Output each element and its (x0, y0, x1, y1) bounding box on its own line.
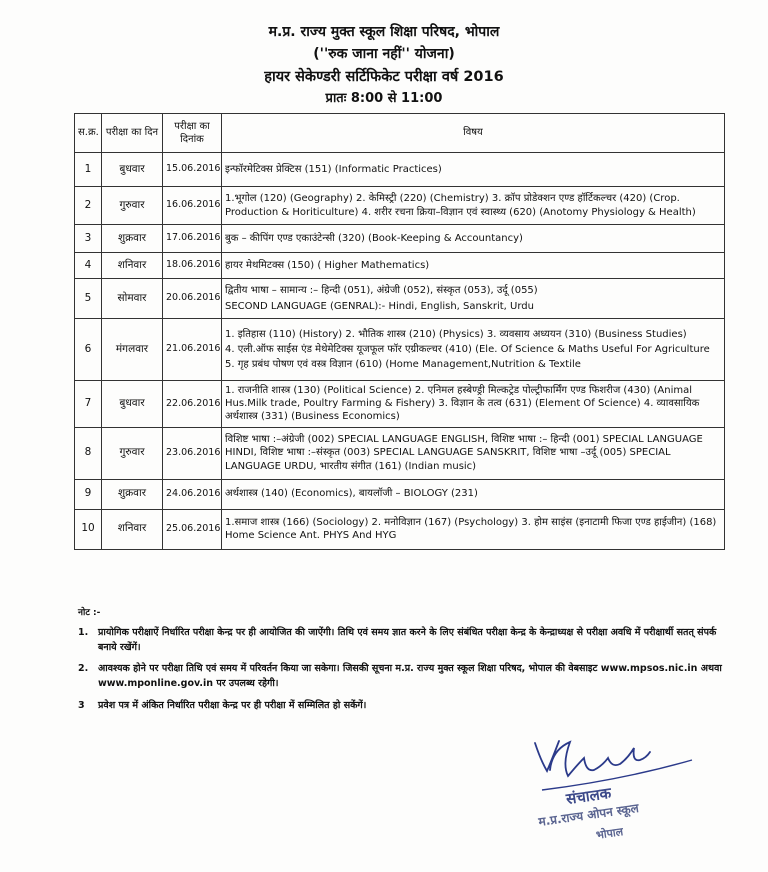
note-number: 1. (78, 627, 89, 638)
header-date: परीक्षा का दिनांक (163, 114, 222, 153)
header-sno: स.क्र. (75, 114, 102, 153)
subject-line: बुक – कीपिंग एण्ड एकाउंटेन्सी (320) (Book-Keeping & Accountancy) (225, 232, 523, 244)
note-item (78, 662, 728, 691)
row-subjects (222, 427, 725, 479)
subject-line: अर्थशास्त्र (140) (Economics), बायलॉजी – BIOLOGY (231) (225, 488, 478, 500)
exam-schedule-table (74, 113, 725, 550)
table-row (75, 225, 725, 253)
header-subject: विषय (222, 114, 725, 153)
header-scheme: (''रुक जाना नहीं'' योजना) (313, 46, 455, 62)
row-sno: 8 (75, 427, 102, 479)
row-sno: 3 (75, 225, 102, 253)
row-day: शुक्रवार (102, 225, 163, 253)
note-text: आवश्यक होने पर परीक्षा तिथि एवं समय में परिवर्तन किया जा सकेगा। जिसकी सूचना म.प्र. राज्य मुक्त स्कूल शिक्षा परिषद, भोपाल की वेबसाइट www.mpsos.nic.in अथवा www.mponline.gov.in पर उपलब्ध रहेगी। (98, 663, 722, 690)
row-date: 23.06.2016 (163, 427, 222, 479)
table-header-row (75, 114, 725, 153)
subject-line: 4. एली.ऑफ साईस एंड मेथेमेटिक्स यूजफूल फॉर एग्रीकल्चर (410) (Ele. Of Science & Maths Useful For Agriculture (225, 343, 710, 355)
row-sno: 7 (75, 381, 102, 428)
subject-line: 5. गृह प्रबंध पोषण एवं वस्त्र विज्ञान (610) (Home Management,Nutrition & Textile (225, 359, 581, 371)
subject-line: 1.भूगोल (120) (Geography) 2. केमिस्ट्री (220) (Chemistry) 3. क्रॉप प्रोडेक्शन एण्ड हॉर्टिकल्चर (420) (Crop. Production & Horiticulture) 4. शरीर रचना क्रिया–विज्ञान एवं स्वास्थ्य (620) (Anotomy Physiology & Health) (225, 193, 696, 218)
subject-line: SECOND LANGUAGE (GENRAL):- Hindi, English, Sanskrit, Urdu (225, 300, 534, 312)
subject-line: इन्फॉरमेटिक्स प्रेक्टिस (151) (Informatic Practices) (225, 163, 442, 175)
row-sno: 10 (75, 509, 102, 549)
note-number: 3 (78, 699, 85, 711)
subject-line: 1.समाज शास्त्र (166) (Sociology) 2. मनोविज्ञान (167) (Psychology) 3. होम साइंस (इनाटामी फिजा एण्ड हाईजीन) (168) Home Science Ant. PHYS And HYG (225, 516, 717, 542)
row-date: 21.06.2016 (163, 319, 222, 381)
row-day: बुधवार (102, 381, 163, 428)
row-subjects (222, 253, 725, 279)
table-row (75, 381, 725, 428)
table-row (75, 153, 725, 187)
table-row (75, 509, 725, 549)
row-subjects (222, 279, 725, 319)
row-day: मंगलवार (102, 319, 163, 381)
row-date: 20.06.2016 (163, 279, 222, 319)
note-text: प्रवेश पत्र में अंकित निर्धारित परीक्षा केन्द्र पर ही परीक्षा में सम्मिलित हो सकेंगें। (98, 699, 367, 711)
table-row (75, 279, 725, 319)
row-date: 25.06.2016 (163, 509, 222, 549)
table-body (75, 153, 725, 550)
subject-line: 1. इतिहास (110) (History) 2. भौतिक शास्त्र (210) (Physics) 3. व्यवसाय अध्ययन (310) (Business Studies) (225, 328, 687, 340)
subject-line: 1. राजनीति शास्त्र (130) (Political Science) 2. एनिमल हस्बेण्ड्री मिल्कट्रेड पोल्ट्रीफार्मिंग एण्ड फिशरीज (430) (Animal Hus.Milk trade, Poultry Farming & Fishery) 3. विज्ञान के तत्व (631) (Element Of Science) 4. व्यावसायिक अर्थशास्त्र (331) (Business Economics) (225, 385, 700, 423)
signature-city: भोपाल (595, 825, 624, 842)
row-date: 17.06.2016 (163, 225, 222, 253)
note-label: नोट :- (78, 608, 101, 618)
row-date: 18.06.2016 (163, 253, 222, 279)
note-item (78, 626, 728, 655)
row-day: सोमवार (102, 279, 163, 319)
row-day: बुधवार (102, 153, 163, 187)
subject-line: हायर मेथमिटक्स (150) ( Higher Mathematics) (225, 259, 430, 271)
notes-list (78, 626, 728, 721)
note-item (78, 699, 728, 714)
row-sno: 5 (75, 279, 102, 319)
signature-title: संचालक (564, 783, 613, 809)
row-date: 15.06.2016 (163, 153, 222, 187)
row-sno: 2 (75, 187, 102, 225)
row-day: गुरुवार (102, 187, 163, 225)
header-title: म.प्र. राज्य मुक्त स्कूल शिक्षा परिषद, भोपाल (268, 24, 500, 40)
row-day: शनिवार (102, 253, 163, 279)
row-sno: 4 (75, 253, 102, 279)
signature-image (520, 718, 720, 868)
table-row (75, 479, 725, 509)
note-text: प्रायोगिक परीक्षाऐं निर्धारित परीक्षा केन्द्र पर ही आयोजित की जाऐंगी। तिथि एवं समय ज्ञात करने के लिए संबंधित परीक्षा केन्द्र के केन्द्राध्यक्ष से परीक्षा अवधि में परीक्षार्थी सतत् संपर्क बनाये रखेंगें। (98, 627, 717, 653)
row-subjects (222, 225, 725, 253)
row-subjects (222, 319, 725, 381)
row-day: शुक्रवार (102, 479, 163, 509)
row-sno: 9 (75, 479, 102, 509)
row-subjects (222, 153, 725, 187)
header-timing: प्रातः 8:00 से 11:00 (325, 91, 443, 106)
table-row (75, 253, 725, 279)
row-subjects (222, 381, 725, 428)
row-date: 22.06.2016 (163, 381, 222, 428)
row-date: 16.06.2016 (163, 187, 222, 225)
table-row (75, 319, 725, 381)
subject-line: विशिष्ट भाषा :–अंग्रेजी (002) SPECIAL LANGUAGE ENGLISH, विशिष्ट भाषा :– हिन्दी (001) SPECIAL LANGUAGE HINDI, विशिष्ट भाषा :–संस्कृत (003) SPECIAL LANGUAGE SANSKRIT, विशिष्ट भाषा –उर्दू (005) SPECIAL LANGUAGE URDU, भारतीय संगीत (161) (Indian music) (225, 434, 703, 472)
row-day: गुरुवार (102, 427, 163, 479)
table-row (75, 427, 725, 479)
signature-org: म.प्र.राज्य ओपन स्कूल (537, 801, 640, 829)
row-day: शनिवार (102, 509, 163, 549)
row-subjects (222, 479, 725, 509)
subject-line: द्वितीय भाषा – सामान्य :– हिन्दी (051), अंग्रेजी (052), संस्कृत (053), उर्दू (055) (225, 285, 538, 297)
header-exam-title: हायर सेकेण्डरी सर्टिफिकेट परीक्षा वर्ष 2016 (264, 69, 504, 85)
note-number: 2. (78, 663, 89, 675)
table-row (75, 187, 725, 225)
row-subjects (222, 187, 725, 225)
row-sno: 1 (75, 153, 102, 187)
header-day: परीक्षा का दिन (102, 114, 163, 153)
row-sno: 6 (75, 319, 102, 381)
row-date: 24.06.2016 (163, 479, 222, 509)
row-subjects (222, 509, 725, 549)
